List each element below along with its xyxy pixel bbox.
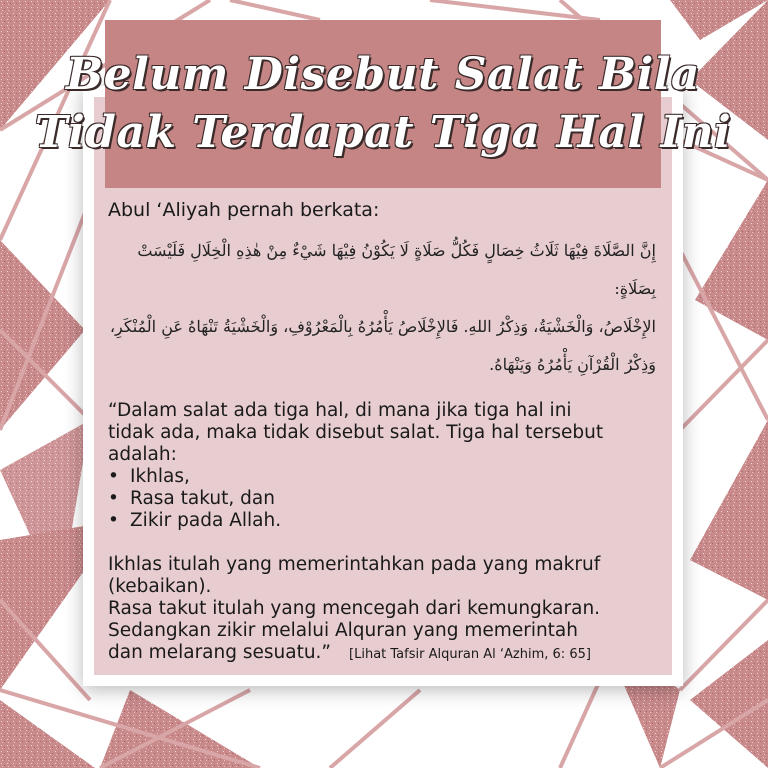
citation: [Lihat Tafsir Alquran Al ‘Azhim, 6: 65] bbox=[349, 647, 591, 662]
explanation-line-3: Rasa takut itulah yang mencegah dari kemungkaran. bbox=[108, 598, 601, 619]
quote-line-2: tidak ada, maka tidak disebut salat. Tiga hal tersebut bbox=[108, 422, 604, 443]
explanation-line-2: (kebaikan). bbox=[108, 576, 212, 597]
bullet-item: • Ikhlas, bbox=[108, 466, 656, 488]
article-body bbox=[108, 192, 656, 666]
explanation-line-5: dan melarang sesuatu.” bbox=[108, 642, 332, 663]
bullet-item: • Rasa takut, dan bbox=[108, 488, 656, 510]
title-line-1: Belum Disebut Salat Bila bbox=[65, 49, 701, 100]
bullet-item: • Zikir pada Allah. bbox=[108, 510, 656, 532]
title-banner bbox=[34, 20, 732, 188]
arabic-text bbox=[108, 232, 656, 384]
explanation-line-4: Sedangkan zikir melalui Alquran yang memerintah bbox=[108, 620, 578, 641]
quote-line-3: adalah: bbox=[108, 444, 177, 465]
explanation-last-line bbox=[108, 642, 656, 666]
arabic-line-3: وَذِكْرُ الْقُرْآنِ يَأْمُرُهُ وَيَنْهَاهُ. bbox=[489, 355, 656, 374]
bullet-list bbox=[108, 466, 656, 532]
arabic-line-1: إِنَّ الصَّلَاةَ فِيْهَا ثَلَاثُ خِصَالٍ فَكُلُّ صَلَاةٍ لَا يَكُوْنُ فِيْهَا شَيْءٌ مِنْ هٰذِهِ الْخِلَالِ فَلَيْسَتْ بِصَلَاةٍ: bbox=[137, 241, 656, 298]
title-line-2: Tidak Terdapat Tiga Hal Ini bbox=[34, 107, 732, 158]
quote-line-1: “Dalam salat ada tiga hal, di mana jika tiga hal ini bbox=[108, 400, 572, 421]
intro-text: Abul ‘Aliyah pernah berkata: bbox=[108, 199, 380, 221]
arabic-line-2: الإِخْلَاصُ، وَالْخَشْيَةُ، وَذِكْرُ اللهِ. فَالإِخْلَاصُ يَأْمُرُهُ بِالْمَعْرُوْفِ، وَالْخَشْيَةُ تَنْهَاهُ عَنِ الْمُنْكَرِ، bbox=[109, 317, 656, 336]
explanation-line-1: Ikhlas itulah yang memerintahkan pada yang makruf bbox=[108, 554, 601, 575]
quote-paragraph bbox=[108, 400, 656, 666]
